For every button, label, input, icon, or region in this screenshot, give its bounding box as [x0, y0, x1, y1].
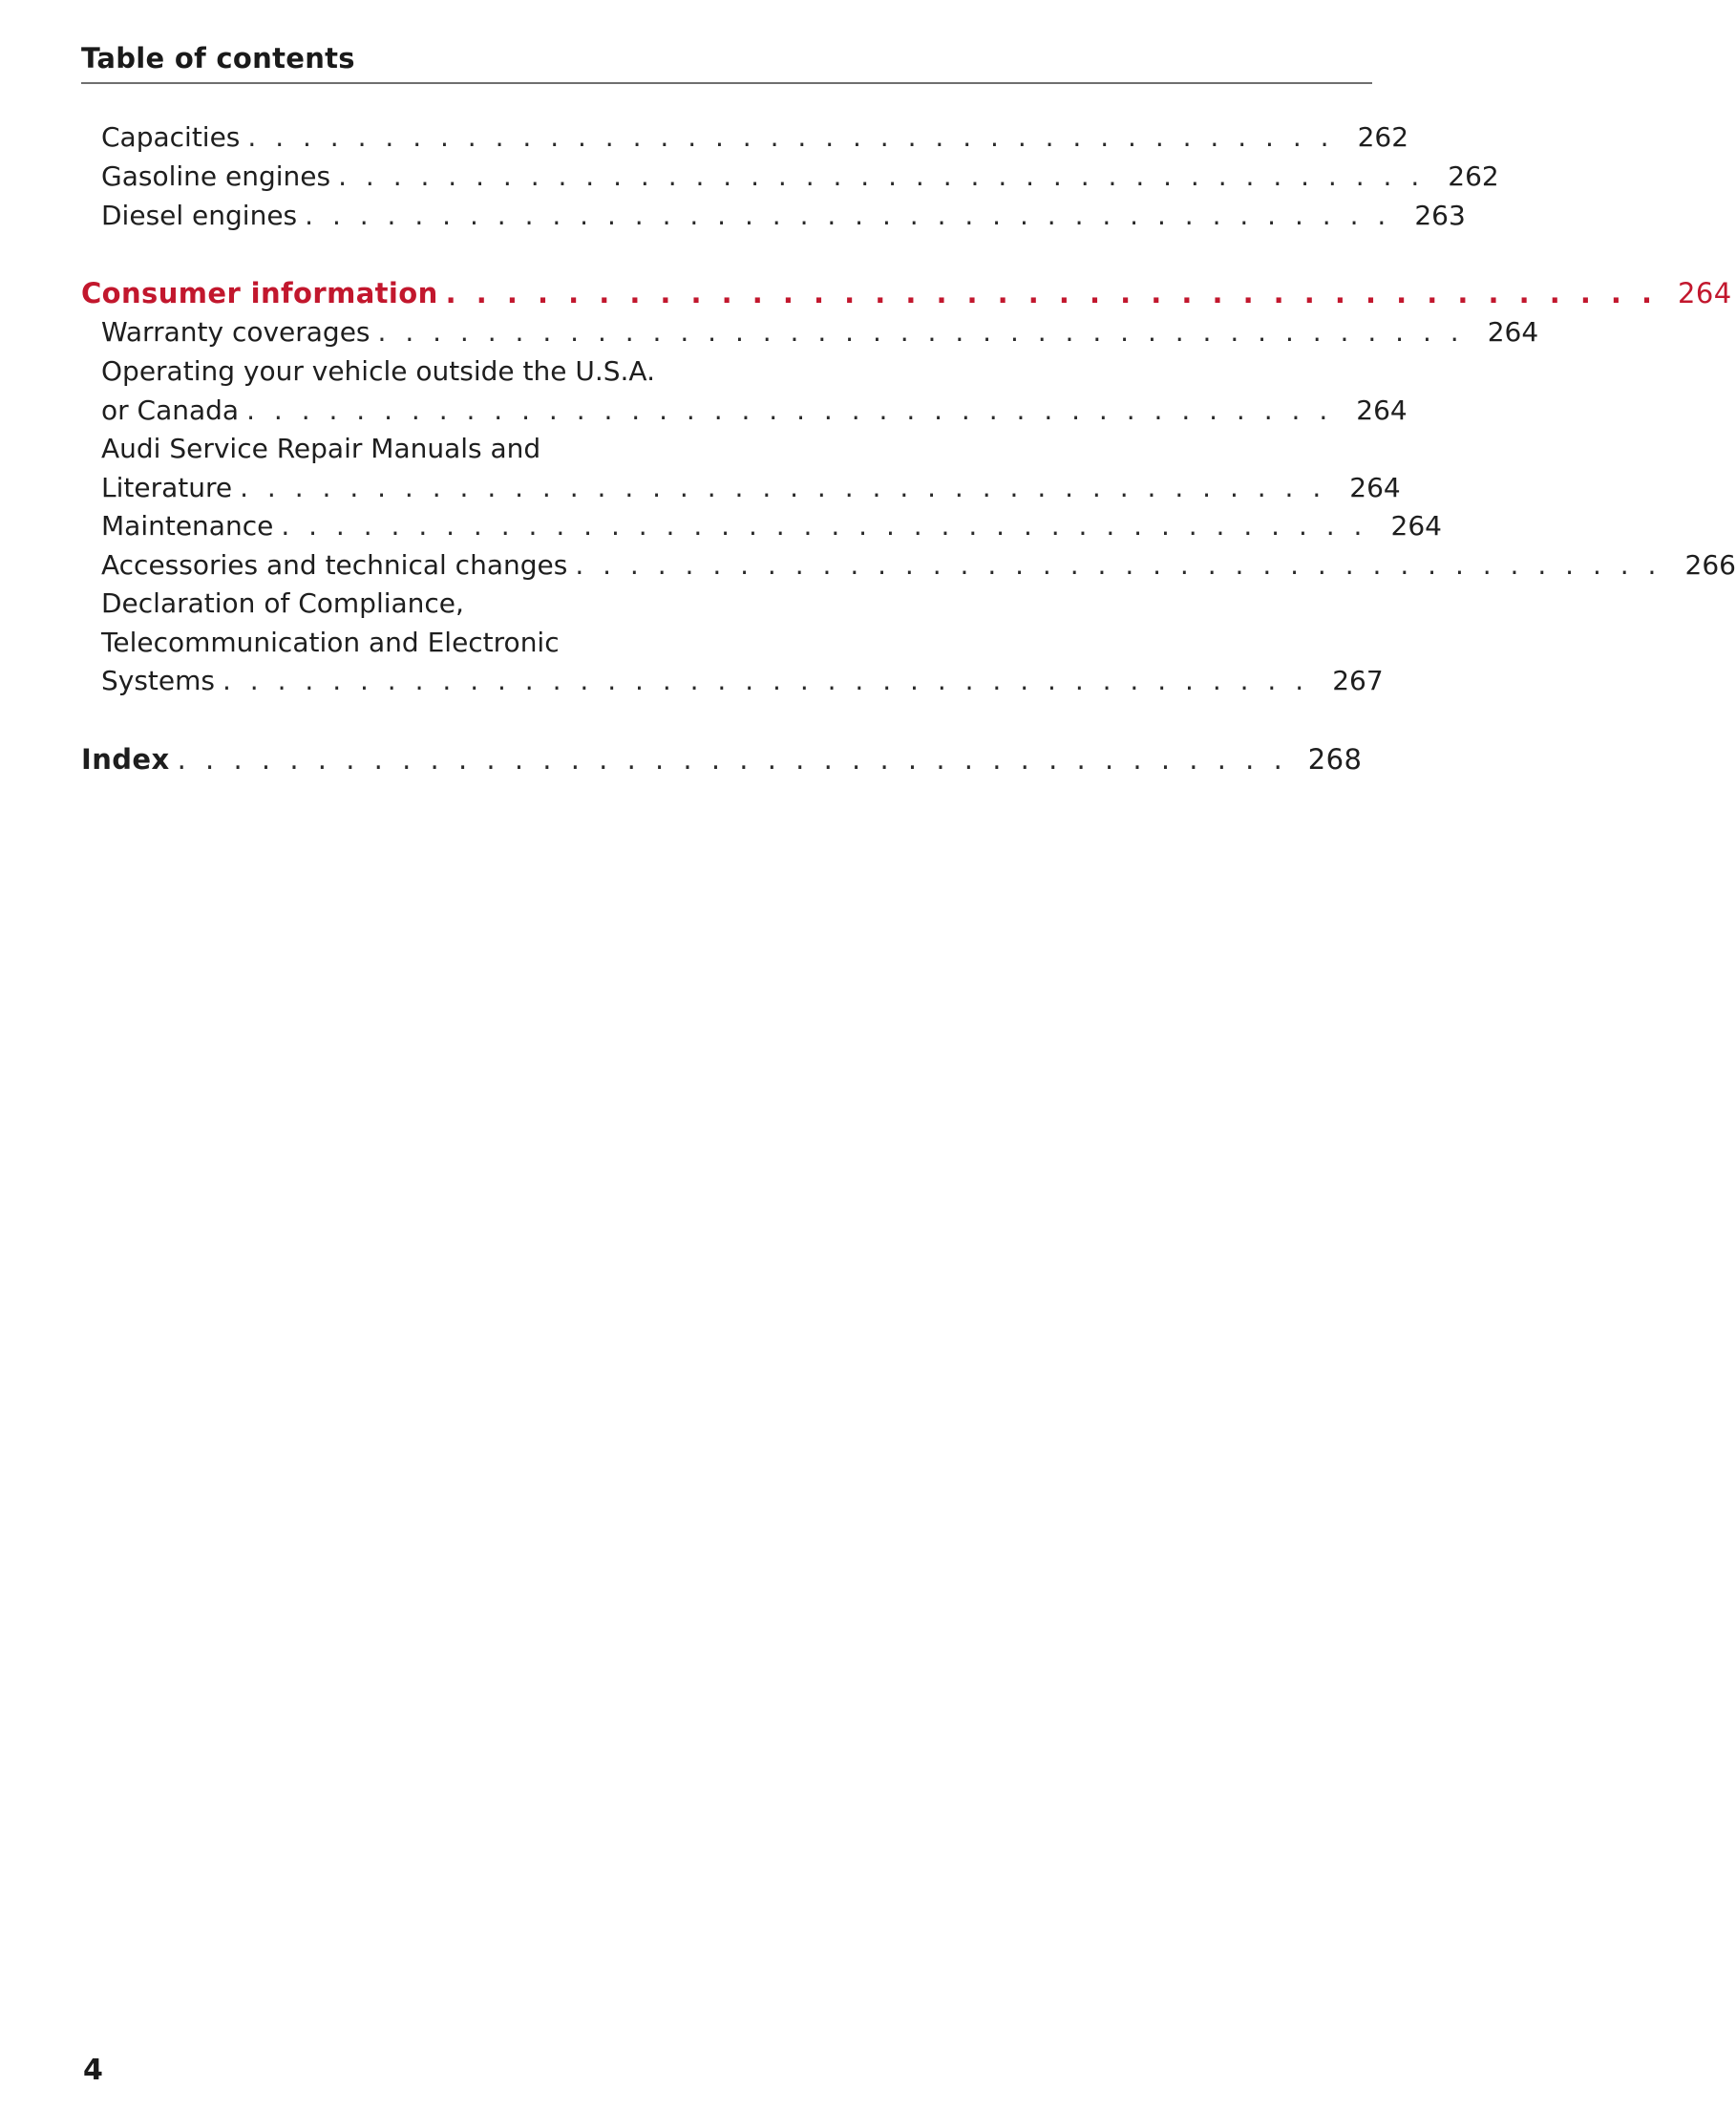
toc-section-consumer-information[interactable] — [81, 274, 1732, 313]
toc-entry-page: 266 — [1684, 549, 1736, 581]
leader-dots: . . . . . . . . . . . . . . . . . . . . . . . . . . . . . . . . . . . . . . . . — [177, 743, 1288, 776]
toc-entry-label: Maintenance — [101, 510, 274, 542]
toc-entry-diesel-engines[interactable] — [101, 197, 1466, 236]
toc-entry-label: Capacities — [101, 121, 241, 153]
toc-entry-label: Declaration of Compliance, — [101, 587, 464, 619]
toc-entry-gasoline-engines[interactable] — [101, 158, 1499, 197]
toc-entry-label-continued: Literature — [101, 471, 233, 503]
toc-section-label: Index — [81, 743, 170, 776]
leader-dots: . . . . . . . . . . . . . . . . . . . . . . . . . . . . . . . . . . . . . . . . — [575, 549, 1662, 581]
toc-section-page: 268 — [1307, 743, 1363, 776]
page-title: Table of contents — [81, 42, 355, 75]
toc-entry-page: 264 — [1487, 316, 1539, 348]
toc-entry-page: 267 — [1332, 665, 1384, 697]
leader-dots: . . . . . . . . . . . . . . . . . . . . . . . . . . . . . . . . . . . . . . . . — [240, 471, 1326, 503]
leader-dots: . . . . . . . . . . . . . . . . . . . . . . . . . . . . . . . . . . . . . . . . — [246, 394, 1333, 426]
leader-dots: . . . . . . . . . . . . . . . . . . . . . . . . . . . . . . . . . . . . . . . . — [305, 200, 1391, 231]
toc-entry-page: 264 — [1356, 394, 1408, 426]
toc-entry-label: Gasoline engines — [101, 160, 331, 192]
toc-entry-declaration-of-compliance[interactable] — [101, 585, 1384, 701]
toc-entry-capacities[interactable] — [101, 118, 1409, 158]
leader-dots: . . . . . . . . . . . . . . . . . . . . . . . . . . . . . . . . . . . . . . . . — [247, 121, 1335, 153]
toc-entry-page: 264 — [1349, 471, 1401, 503]
toc-section-index[interactable] — [81, 740, 1363, 779]
toc-entry-label: Accessories and technical changes — [101, 549, 568, 581]
toc-entry-page: 262 — [1448, 160, 1499, 192]
toc-entry-label: Warranty coverages — [101, 316, 370, 348]
toc-section-label: Consumer information — [81, 277, 438, 309]
toc-entry-label-continued: Systems — [101, 665, 215, 697]
leader-dots: . . . . . . . . . . . . . . . . . . . . . . . . . . . . . . . . . . . . . . . . — [445, 277, 1658, 309]
toc-entry-page: 262 — [1357, 121, 1409, 153]
leader-dots: . . . . . . . . . . . . . . . . . . . . . . . . . . . . . . . . . . . . . . . . — [222, 665, 1309, 697]
toc-entry-operating-outside-usa[interactable] — [101, 352, 1408, 430]
toc-entry-label: Audi Service Repair Manuals and — [101, 433, 541, 464]
leader-dots: . . . . . . . . . . . . . . . . . . . . . . . . . . . . . . . . . . . . . . . . — [338, 160, 1425, 192]
toc-entry-label: Diesel engines — [101, 200, 298, 231]
toc-section-page: 264 — [1678, 277, 1732, 309]
leader-dots: . . . . . . . . . . . . . . . . . . . . . . . . . . . . . . . . . . . . . . . . — [281, 510, 1367, 542]
toc-entry-label-continued: or Canada — [101, 394, 240, 426]
page-number: 4 — [83, 2054, 103, 2087]
toc-entry-maintenance[interactable] — [101, 507, 1442, 546]
leader-dots: . . . . . . . . . . . . . . . . . . . . . . . . . . . . . . . . . . . . . . . . — [377, 316, 1465, 348]
toc-entry-warranty-coverages[interactable] — [101, 313, 1539, 352]
toc-entry-page: 263 — [1414, 200, 1466, 231]
toc-entry-page: 264 — [1390, 510, 1442, 542]
toc-entry-service-repair-manuals[interactable] — [101, 430, 1401, 507]
toc-entry-label: Operating your vehicle outside the U.S.A. — [101, 355, 655, 387]
toc-entry-accessories-technical-changes[interactable] — [101, 546, 1736, 586]
toc-entry-label-continued: Telecommunication and Electronic — [101, 626, 560, 658]
page-header — [81, 38, 1372, 84]
